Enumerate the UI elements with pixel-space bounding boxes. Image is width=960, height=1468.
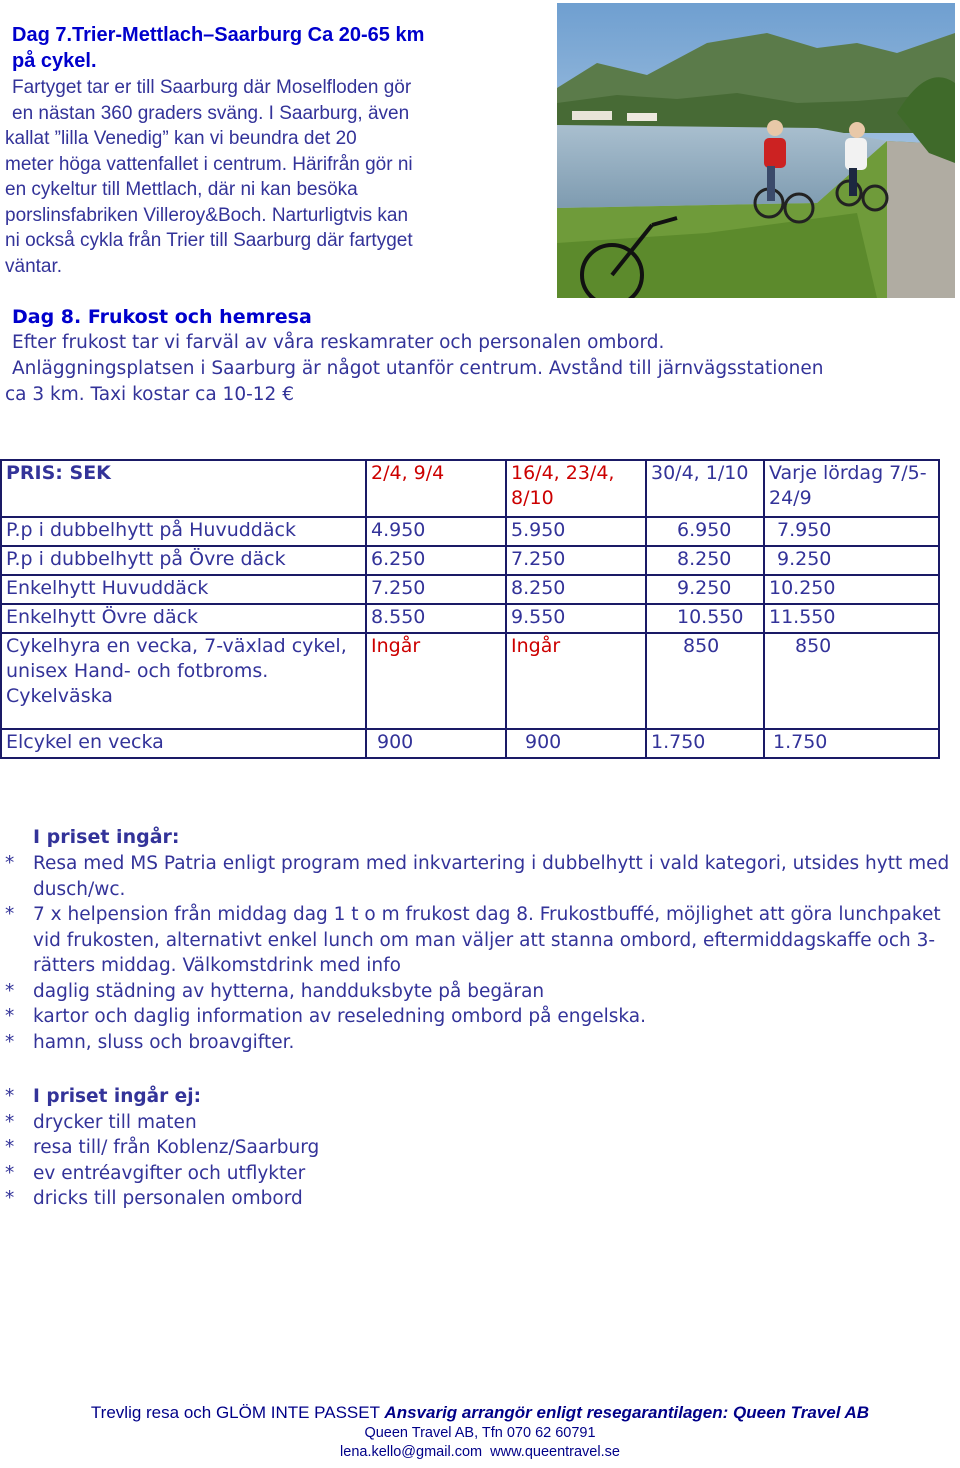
day7-line: meter höga vattenfallet i centrum. Härifrån gör ni: [5, 153, 413, 175]
price-cell: 1.750: [764, 729, 939, 758]
price-header-period: 2/4, 9/4: [366, 460, 506, 517]
price-bike-rental-label: Cykelhyra en vecka, 7-växlad cykel, unisex Hand- och fotbroms. Cykelväska: [1, 633, 366, 729]
price-cell: 4.950: [366, 517, 506, 546]
bullet-star-icon: *: [5, 1137, 15, 1158]
price-cabin-label: P.p i dubbelhytt på Huvuddäck: [1, 517, 366, 546]
table-row: [1, 633, 939, 729]
day8-title: Dag 8. Frukost och hemresa: [12, 306, 312, 328]
price-cell: 7.250: [506, 546, 646, 575]
price-cabin-label: Enkelhytt Övre däck: [1, 604, 366, 633]
website-link[interactable]: www.queentravel.se: [490, 1444, 620, 1460]
table-row: [1, 575, 939, 604]
list-item: * daglig städning av hytterna, handduksbyte på begäran: [5, 979, 957, 1005]
day7-line: väntar.: [5, 255, 63, 277]
list-item: * kartor och daglig information av reseledning ombord på engelska.: [5, 1004, 957, 1030]
price-cell: 850: [764, 633, 939, 729]
included-list: [5, 851, 957, 1055]
bullet-star-icon: *: [5, 1162, 15, 1184]
footer-organizer: Ansvarig arrangör enligt resegarantilagen: Queen Travel AB: [384, 1403, 870, 1422]
bullet-star-icon: *: [5, 1031, 15, 1053]
day7-line: ni också cykla från Trier till Saarburg där fartyget: [5, 230, 413, 251]
day7-line: porslinsfabriken Villeroy&Boch. Narturligtvis kan: [5, 204, 409, 226]
price-ebike-label: Elcykel en vecka: [1, 729, 366, 758]
bullet-star-icon: *: [5, 1111, 15, 1133]
list-item: * ev entréavgifter och utflykter: [5, 1161, 957, 1187]
day8-line: Efter frukost tar vi farväl av våra reskamrater och personalen ombord.: [12, 332, 665, 353]
day8-line: Anläggningsplatsen i Saarburg är något utanför centrum. Avstånd till järnvägsstationen: [12, 358, 824, 379]
price-table: [0, 459, 938, 759]
table-row: [1, 546, 939, 575]
price-cell: 10.250: [764, 575, 939, 604]
excluded-list: [5, 1084, 957, 1212]
price-cell: 9.550: [506, 604, 646, 633]
bullet-star-icon: *: [5, 853, 15, 874]
bullet-star-icon: *: [5, 1086, 15, 1107]
price-cell: 900: [366, 729, 506, 758]
day7-line: en nästan 360 graders sväng. I Saarburg, även: [12, 102, 410, 124]
list-item: * drycker till maten: [5, 1110, 957, 1136]
price-cell: 8.250: [506, 575, 646, 604]
price-cell: 6.250: [366, 546, 506, 575]
photo-illustration: [557, 3, 955, 298]
list-item: * resa till/ från Koblenz/Saarburg: [5, 1135, 957, 1161]
price-cell: 10.550: [646, 604, 764, 633]
day7-title: [12, 22, 552, 74]
list-item: * Resa med MS Patria enligt program med inkvartering i dubbelhytt i vald kategori, utsides hytt med dusch/wc.: [5, 851, 957, 902]
price-cell: 1.750: [646, 729, 764, 758]
day7-title-line1: Dag 7.Trier-Mettlach–Saarburg Ca 20-65 km: [12, 24, 425, 46]
day7-line: kallat ”lilla Venedig” kan vi beundra det 20: [5, 128, 357, 149]
price-cell: 8.250: [646, 546, 764, 575]
price-header-label: PRIS: SEK: [1, 460, 366, 517]
day7-title-line2: på cykel.: [12, 50, 97, 72]
day8-line: ca 3 km. Taxi kostar ca 10-12 €: [5, 384, 294, 405]
footer-contact: Queen Travel AB, Tfn 070 62 60791: [364, 1425, 596, 1441]
email-link[interactable]: lena.kello@gmail.com: [340, 1444, 483, 1460]
footer-line1: [0, 1402, 960, 1424]
price-cell: 11.550: [764, 604, 939, 633]
day7-line: en cykeltur till Mettlach, där ni kan besöka: [5, 179, 358, 200]
price-cell: Ingår: [506, 633, 646, 729]
price-cell: 7.250: [366, 575, 506, 604]
list-item: * hamn, sluss och broavgifter.: [5, 1030, 957, 1056]
bullet-star-icon: *: [5, 980, 15, 1002]
price-cell: 900: [506, 729, 646, 758]
price-header-period: 30/4, 1/10: [646, 460, 764, 517]
price-cell: 6.950: [646, 517, 764, 546]
price-cell: 850: [646, 633, 764, 729]
bullet-star-icon: *: [5, 904, 15, 925]
price-cell: 8.550: [366, 604, 506, 633]
day8-description: [5, 330, 955, 408]
price-cabin-label: Enkelhytt Huvuddäck: [1, 575, 366, 604]
cyclists-river-photo: [557, 3, 955, 298]
bullet-star-icon: *: [5, 1006, 15, 1027]
day7-line: Fartyget tar er till Saarburg där Moselfloden gör: [12, 77, 412, 98]
price-table-header: [1, 460, 939, 517]
price-cell: 7.950: [764, 517, 939, 546]
price-cell: Ingår: [366, 633, 506, 729]
price-cell: 9.250: [764, 546, 939, 575]
excluded-title-row: [5, 1084, 957, 1110]
price-cell: 9.250: [646, 575, 764, 604]
footer-links: [0, 1443, 960, 1462]
price-header-period: 16/4, 23/4, 8/10: [506, 460, 646, 517]
table-row: [1, 517, 939, 546]
footer-reminder: Trevlig resa och GLÖM INTE PASSET: [90, 1403, 385, 1422]
list-item: * dricks till personalen ombord: [5, 1186, 957, 1212]
table-row: [1, 604, 939, 633]
price-cell: 5.950: [506, 517, 646, 546]
list-item: * 7 x helpension från middag dag 1 t o m frukost dag 8. Frukostbuffé, möjlighet att göra lunchpaket vid frukosten, alternativt enkel lunch om man väljer att stanna ombord, eftermiddagskaffe och 3-rätters middag. Välkomstdrink med info: [5, 902, 957, 979]
price-header-period: Varje lördag 7/5-24/9: [764, 460, 939, 517]
bullet-star-icon: *: [5, 1188, 15, 1209]
footer: [0, 1402, 960, 1462]
included-title: I priset ingår:: [33, 826, 180, 848]
price-cabin-label: P.p i dubbelhytt på Övre däck: [1, 546, 366, 575]
day7-description: [5, 75, 550, 279]
table-row: [1, 729, 939, 758]
excluded-title: I priset ingår ej:: [33, 1086, 201, 1107]
